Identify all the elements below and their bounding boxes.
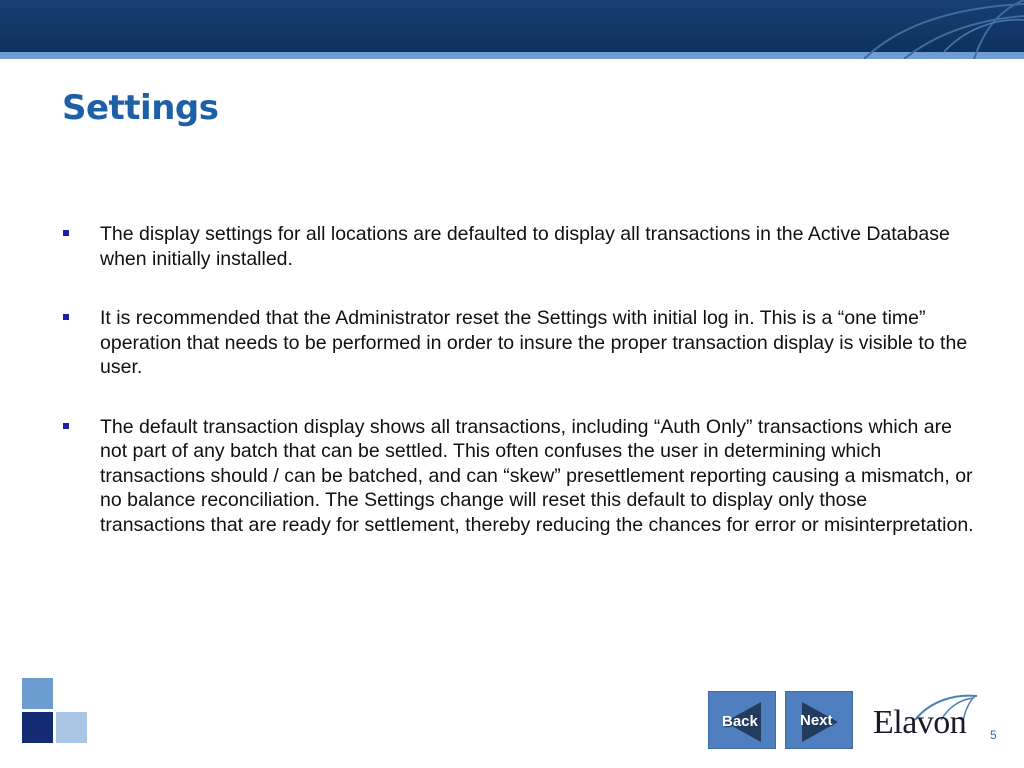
page-number: 5 [990, 728, 997, 742]
globe-arcs-decoration [824, 0, 1024, 59]
deco-square-pale [56, 712, 87, 743]
bullet-list [60, 222, 975, 572]
next-button[interactable] [785, 691, 853, 749]
bullet-item [60, 222, 975, 271]
square-bullet-icon [63, 314, 69, 320]
elavon-logo [873, 692, 981, 746]
back-button[interactable] [708, 691, 776, 749]
deco-square-dark [22, 712, 53, 743]
bullet-text: The default transaction display shows all transactions, including “Auth Only” transactions which are not part of any batch that can be settled. This often confuses the user in determining which transactions should / can be batched, and can “skew” presettlement reporting causing a mismatch, or no balance reconciliation. The Settings change will reset this default to display only those transactions that are ready for settlement, thereby reducing the chances for error or misinterpretation. [100, 415, 974, 536]
bullet-item [60, 415, 975, 538]
logo-text: Elavon [873, 704, 967, 741]
stacked-squares-icon [22, 678, 92, 748]
back-button-label: Back [722, 713, 758, 730]
square-bullet-icon [63, 230, 69, 236]
slide-title: Settings [62, 88, 219, 128]
square-bullet-icon [63, 423, 69, 429]
next-button-label: Next [800, 712, 833, 729]
deco-square-light [22, 678, 53, 709]
bullet-item [60, 306, 975, 380]
bullet-text: It is recommended that the Administrator reset the Settings with initial log in. This is a “one time” operation that needs to be performed in order to insure the proper transaction display is visible to the user. [100, 307, 968, 378]
bullet-text: The display settings for all locations are defaulted to display all transactions in the Active Database when initially installed. [100, 223, 950, 270]
